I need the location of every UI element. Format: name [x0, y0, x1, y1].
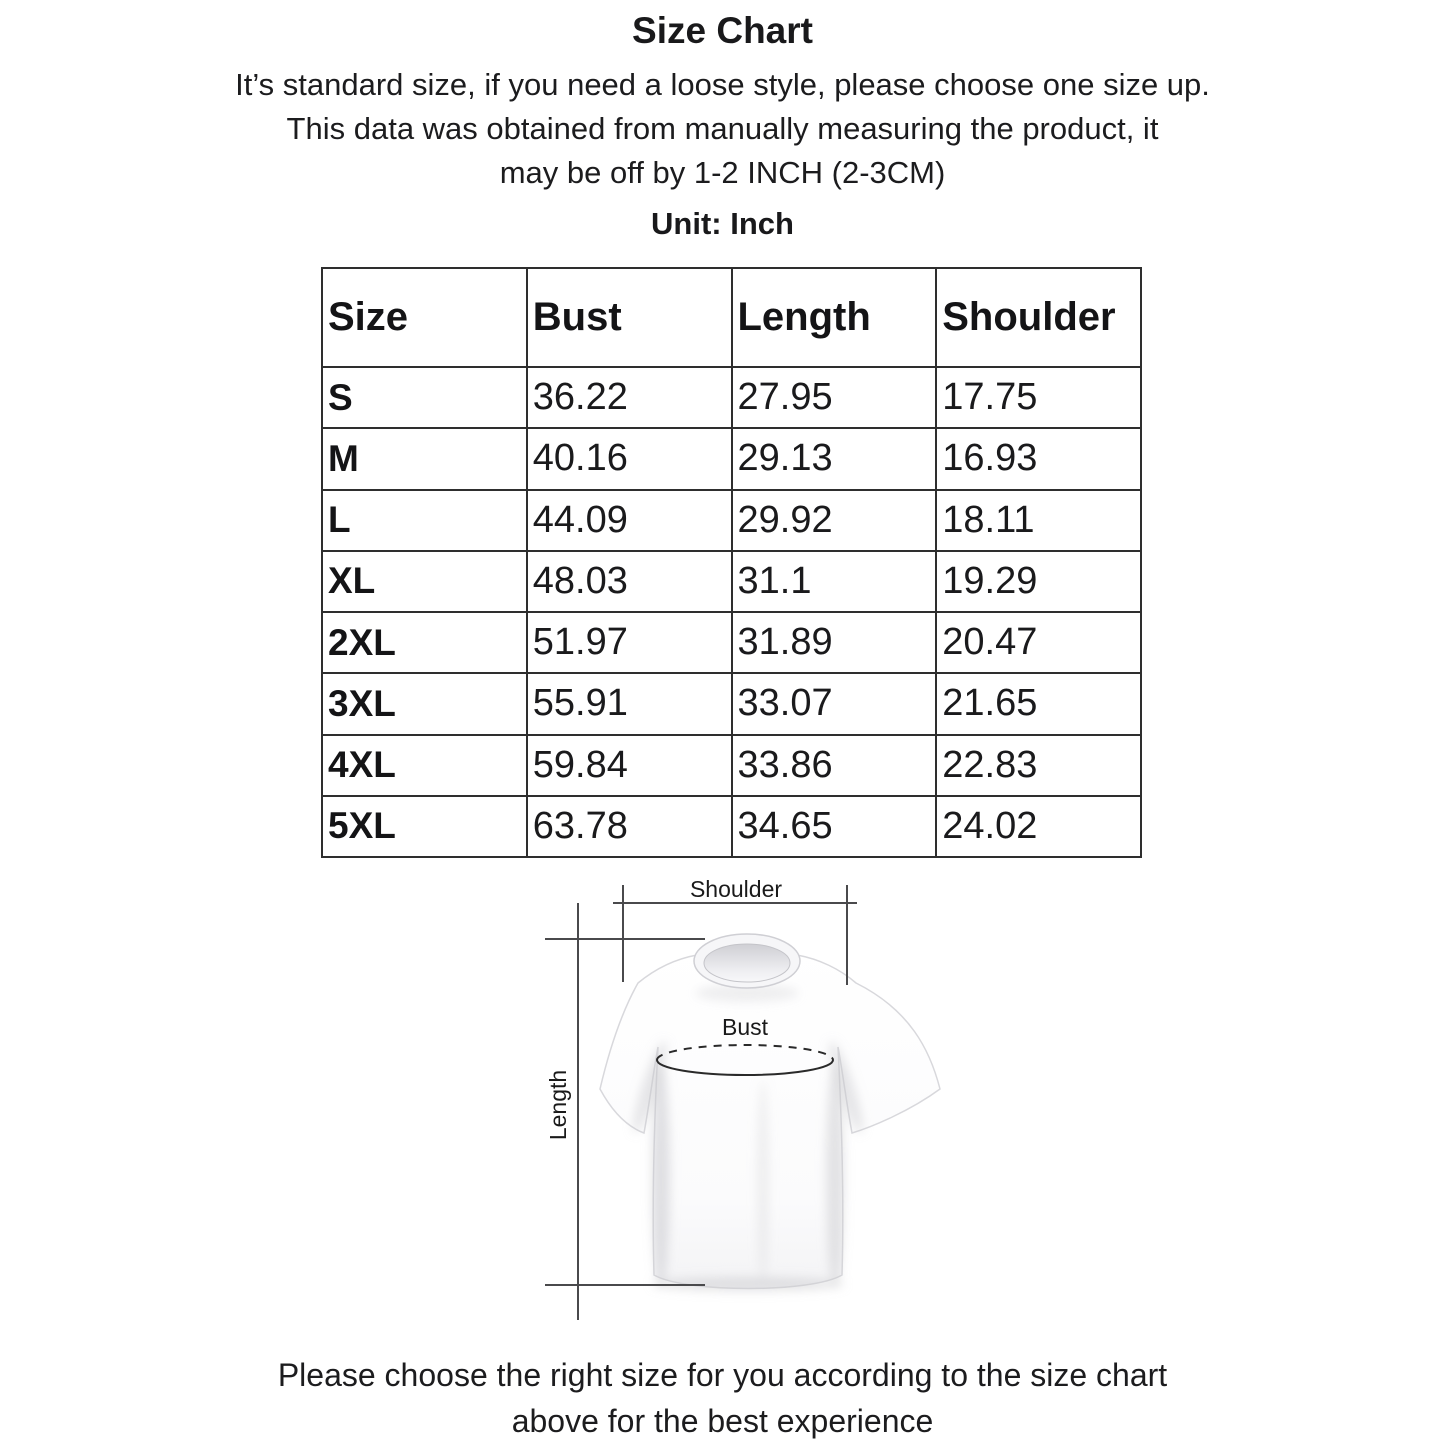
cell-bust: 44.09	[527, 490, 732, 551]
cell-length: 31.1	[732, 551, 937, 612]
cell-shoulder: 21.65	[936, 673, 1141, 734]
page-title: Size Chart	[632, 10, 813, 51]
cell-shoulder: 16.93	[936, 428, 1141, 489]
cell-bust: 48.03	[527, 551, 732, 612]
cell-shoulder: 24.02	[936, 796, 1141, 857]
bust-label: Bust	[721, 1014, 769, 1040]
cell-shoulder: 17.75	[936, 367, 1141, 428]
shoulder-label: Shoulder	[689, 876, 783, 902]
size-chart-table	[321, 267, 1142, 858]
footer-line-1: Please choose the right size for you according to the size chart	[277, 1357, 1168, 1393]
cell-length: 29.13	[732, 428, 937, 489]
cell-size: 2XL	[322, 612, 527, 673]
cell-length: 27.95	[732, 367, 937, 428]
cell-shoulder: 19.29	[936, 551, 1141, 612]
cell-size: XL	[322, 551, 527, 612]
unit-label: Unit: Inch	[651, 206, 794, 241]
cell-bust: 40.16	[527, 428, 732, 489]
cell-bust: 55.91	[527, 673, 732, 734]
cell-bust: 59.84	[527, 735, 732, 796]
cell-length: 33.07	[732, 673, 937, 734]
table-row	[322, 673, 1141, 734]
table-row	[322, 796, 1141, 857]
cell-shoulder: 22.83	[936, 735, 1141, 796]
col-header-bust: Bust	[527, 268, 732, 367]
cell-length: 34.65	[732, 796, 937, 857]
table-row	[322, 551, 1141, 612]
cell-shoulder: 20.47	[936, 612, 1141, 673]
cell-shoulder: 18.11	[936, 490, 1141, 551]
tshirt-graphic	[600, 934, 940, 1291]
cell-size: S	[322, 367, 527, 428]
tshirt-measurement-diagram	[520, 875, 970, 1330]
cell-length: 33.86	[732, 735, 937, 796]
footer-note	[0, 1352, 1445, 1444]
collar	[694, 934, 800, 988]
table-row	[322, 428, 1141, 489]
cell-size: M	[322, 428, 527, 489]
cell-size: 4XL	[322, 735, 527, 796]
col-header-size: Size	[322, 268, 527, 367]
intro-line-1: It’s standard size, if you need a loose style, please choose one size up.	[235, 67, 1210, 102]
cell-length: 31.89	[732, 612, 937, 673]
intro-line-3: may be off by 1-2 INCH (2-3CM)	[499, 155, 946, 190]
table-header-row	[322, 268, 1141, 367]
table-row	[322, 367, 1141, 428]
cell-length: 29.92	[732, 490, 937, 551]
cell-bust: 36.22	[527, 367, 732, 428]
table-row	[322, 735, 1141, 796]
intro-line-2: This data was obtained from manually measuring the product, it	[286, 111, 1159, 146]
col-header-shoulder: Shoulder	[936, 268, 1141, 367]
table-row	[322, 490, 1141, 551]
col-header-length: Length	[732, 268, 937, 367]
cell-bust: 63.78	[527, 796, 732, 857]
length-label: Length	[545, 1069, 571, 1141]
cell-size: 3XL	[322, 673, 527, 734]
cell-size: 5XL	[322, 796, 527, 857]
intro-text	[0, 63, 1445, 195]
cell-size: L	[322, 490, 527, 551]
table-row	[322, 612, 1141, 673]
footer-line-2: above for the best experience	[511, 1403, 934, 1439]
cell-bust: 51.97	[527, 612, 732, 673]
